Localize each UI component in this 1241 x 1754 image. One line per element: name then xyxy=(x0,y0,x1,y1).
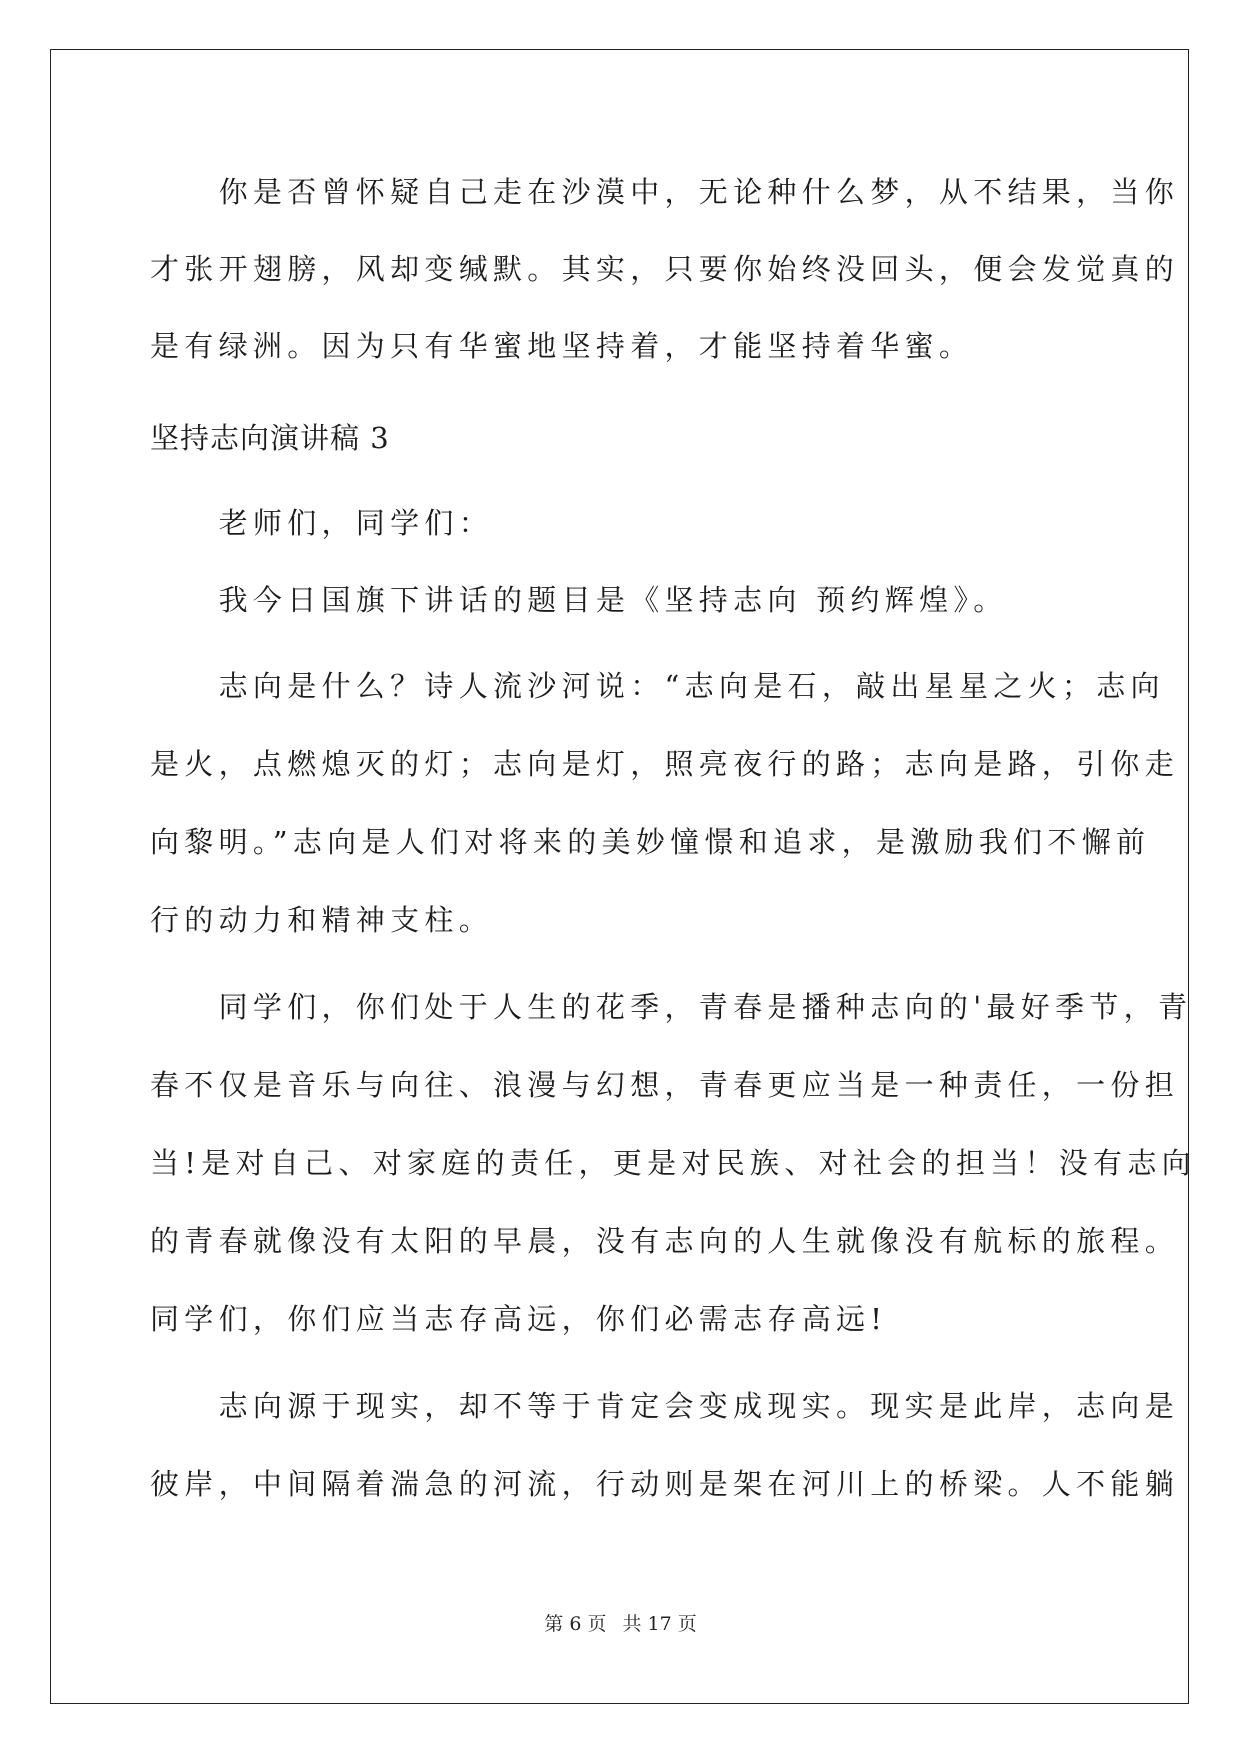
text-line: 老师们，同学们： xyxy=(150,506,494,540)
text-line: 行的动力和精神支柱。 xyxy=(150,903,494,937)
text-line: 春不仅是音乐与向往、浪漫与幻想，青春更应当是一种责任，一份担 xyxy=(150,1068,1180,1102)
text-line: 你是否曾怀疑自己走在沙漠中，无论种什么梦，从不结果，当你 xyxy=(150,175,1180,209)
section-heading: 坚持志向演讲稿 3 xyxy=(150,421,390,455)
page-number: 第 6 页 xyxy=(544,1613,607,1635)
text-line: 的青春就像没有太阳的早晨，没有志向的人生就像没有航标的旅程。 xyxy=(150,1224,1180,1258)
text-line: 志向是什么？诗人流沙河说：“志向是石，敲出星星之火；志向 xyxy=(150,669,1165,703)
text-line: 我今日国旗下讲话的题目是《坚持志向 预约辉煌》。 xyxy=(150,583,1008,617)
text-line: 才张开翅膀，风却变缄默。其实，只要你始终没回头，便会发觉真的 xyxy=(150,252,1180,286)
text-line: 同学们，你们应当志存高远，你们必需志存高远! xyxy=(150,1302,888,1336)
page-footer xyxy=(0,1612,1241,1636)
text-line: 向黎明。”志向是人们对将来的美妙憧憬和追求，是激励我们不懈前 xyxy=(150,825,1151,859)
text-line: 是火，点燃熄灭的灯；志向是灯，照亮夜行的路；志向是路，引你走 xyxy=(150,747,1180,781)
text-line: 同学们，你们处于人生的花季，青春是播种志向的'最好季节，青 xyxy=(150,990,1193,1024)
page-border xyxy=(50,49,1189,1704)
text-line: 志向源于现实，却不等于肯定会变成现实。现实是此岸，志向是 xyxy=(150,1389,1180,1423)
text-line: 当!是对自己、对家庭的责任，更是对民族、对社会的担当！没有志向 xyxy=(150,1146,1196,1180)
text-line: 是有绿洲。因为只有华蜜地坚持着，才能坚持着华蜜。 xyxy=(150,329,974,363)
text-line: 彼岸，中间隔着湍急的河流，行动则是架在河川上的桥梁。人不能躺 xyxy=(150,1467,1180,1501)
page-total: 共 17 页 xyxy=(622,1613,697,1635)
